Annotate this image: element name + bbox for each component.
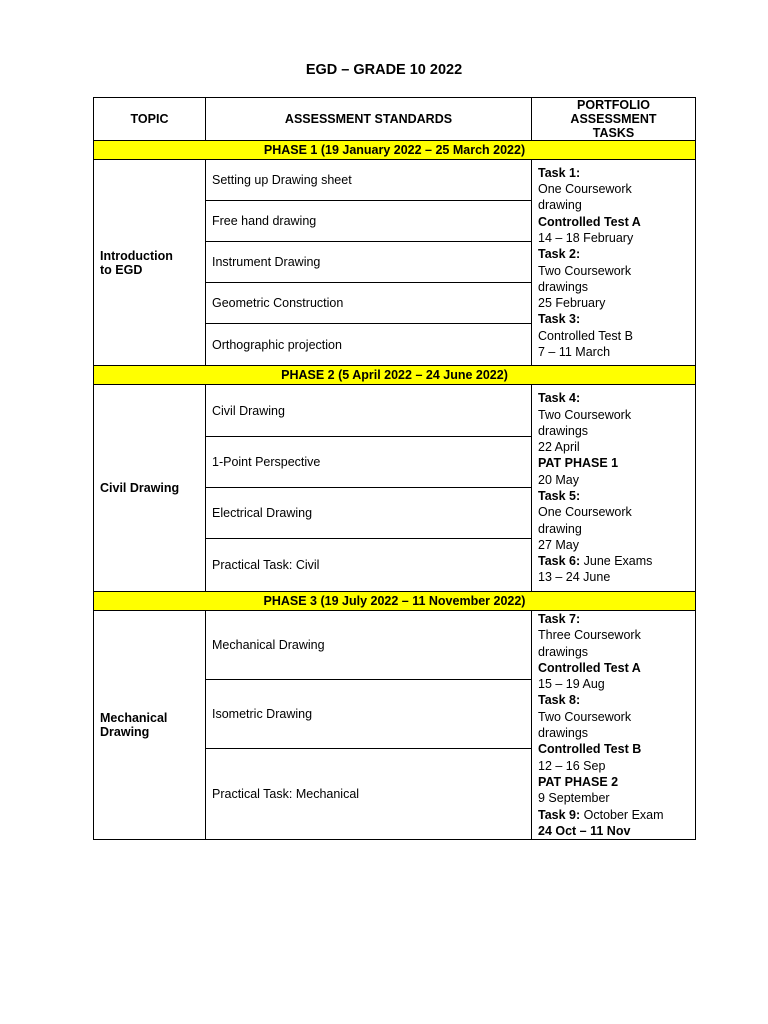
task-line-text: drawings [538, 279, 589, 294]
task-line [538, 165, 689, 181]
task-line-text: Two Coursework [538, 407, 632, 422]
phase-3-topic-line-2: Drawing [100, 725, 150, 740]
task-line [538, 328, 689, 344]
assessment-plan-table [93, 97, 696, 840]
standard-cell: Instrument Drawing [206, 242, 532, 283]
task-line-bold: Controlled Test B [538, 742, 642, 757]
task-line-text: 27 May [538, 537, 579, 552]
standard-cell: Practical Task: Mechanical [206, 749, 532, 840]
task-line-text: Two Coursework [538, 263, 632, 278]
task-line-bold: Task 4: [538, 391, 581, 406]
task-line [538, 407, 689, 423]
standard-cell: Orthographic projection [206, 324, 532, 366]
task-line [538, 423, 689, 439]
task-line [538, 758, 689, 774]
task-line [538, 741, 689, 757]
task-line-text: 9 September [538, 791, 610, 806]
task-line [538, 709, 689, 725]
task-line-text: 7 – 11 March [538, 344, 611, 359]
task-line-text: June Exams [580, 554, 653, 569]
header-topic: TOPIC [94, 98, 206, 141]
task-line [538, 472, 689, 488]
task-line [538, 569, 689, 585]
task-line [538, 774, 689, 790]
task-line [538, 246, 689, 262]
task-line-text: drawing [538, 198, 582, 213]
phase-1-topic [94, 160, 206, 366]
task-line-text: drawings [538, 726, 589, 741]
task-line-text: 12 – 16 Sep [538, 758, 606, 773]
task-line [538, 823, 689, 839]
task-line-bold: Task 6: [538, 554, 581, 569]
task-line-text: Two Coursework [538, 709, 632, 724]
phase-1-topic-line-1: Introduction [100, 248, 173, 263]
table-row [94, 611, 696, 680]
task-line [538, 390, 689, 406]
task-line [538, 230, 689, 246]
task-line-text: One Coursework [538, 505, 632, 520]
phase-1-row [94, 141, 696, 160]
standard-cell: Setting up Drawing sheet [206, 160, 532, 201]
task-line [538, 455, 689, 471]
task-line [538, 295, 689, 311]
task-line-text: 13 – 24 June [538, 570, 611, 585]
task-line-bold: Task 3: [538, 312, 581, 327]
standard-cell: Isometric Drawing [206, 680, 532, 749]
phase-2-topic-line-1: Civil Drawing [100, 481, 180, 495]
standard-cell: Free hand drawing [206, 201, 532, 242]
task-line-text: 22 April [538, 440, 580, 455]
standard-cell: Mechanical Drawing [206, 611, 532, 680]
task-line [538, 488, 689, 504]
phase-2-label: PHASE 2 (5 April 2022 – 24 June 2022) [94, 366, 696, 385]
task-line [538, 790, 689, 806]
task-line-bold: PAT PHASE 1 [538, 456, 619, 471]
task-line-bold: Task 5: [538, 489, 581, 503]
task-line [538, 504, 689, 520]
task-line-text: One Coursework [538, 182, 632, 197]
standard-cell: Civil Drawing [206, 385, 532, 437]
table-row [94, 160, 696, 201]
task-line-text: Three Coursework [538, 628, 641, 643]
page-title: EGD – GRADE 10 2022 [305, 62, 463, 78]
phase-2-topic [94, 385, 206, 592]
header-tasks-line-2: TASKS [592, 126, 635, 140]
task-line-bold: Task 1: [538, 165, 581, 180]
task-line [538, 644, 689, 660]
task-line [538, 344, 689, 360]
standard-cell: 1-Point Perspective [206, 437, 532, 488]
task-line [538, 660, 689, 676]
task-line [538, 521, 689, 537]
phase-1-topic-line-2: to EGD [100, 262, 143, 277]
task-line-bold: Controlled Test A [538, 660, 641, 675]
task-line-text: 20 May [538, 472, 579, 487]
task-line-text: drawings [538, 423, 589, 438]
header-row [94, 98, 696, 141]
task-line-text: 14 – 18 February [538, 230, 634, 245]
phase-1-tasks [532, 160, 696, 366]
standard-cell: Electrical Drawing [206, 488, 532, 539]
standard-cell: Practical Task: Civil [206, 539, 532, 592]
task-line [538, 537, 689, 553]
phase-3-row [94, 592, 696, 611]
header-tasks [532, 98, 696, 141]
phase-3-tasks [532, 611, 696, 840]
phase-1-label: PHASE 1 (19 January 2022 – 25 March 2022) [94, 141, 696, 160]
task-line [538, 807, 689, 823]
standard-cell: Geometric Construction [206, 283, 532, 324]
task-line [538, 439, 689, 455]
task-line-text: 25 February [538, 296, 606, 311]
task-line [538, 263, 689, 279]
task-line-bold: Task 8: [538, 693, 581, 708]
task-line [538, 553, 689, 569]
phase-3-label: PHASE 3 (19 July 2022 – 11 November 2022) [94, 592, 696, 611]
task-line [538, 692, 689, 708]
task-line [538, 611, 689, 627]
task-line [538, 214, 689, 230]
task-line-bold: 24 Oct – 11 Nov [538, 823, 631, 838]
task-line-bold: Task 7: [538, 612, 581, 626]
task-line [538, 676, 689, 692]
task-line [538, 279, 689, 295]
task-line-text: 15 – 19 Aug [538, 677, 605, 692]
header-standards: ASSESSMENT STANDARDS [206, 98, 532, 141]
phase-3-topic [94, 611, 206, 840]
phase-2-row [94, 366, 696, 385]
task-line-bold: Task 2: [538, 247, 581, 262]
task-line-text: drawings [538, 644, 589, 659]
task-line [538, 627, 689, 643]
task-line-bold: Controlled Test A [538, 214, 641, 229]
task-line-text: Controlled Test B [538, 328, 633, 343]
phase-3-topic-line-1: Mechanical [100, 711, 168, 726]
task-line [538, 311, 689, 327]
task-line-bold: Task 9: [538, 807, 581, 822]
task-line-text: October Exam [580, 807, 664, 822]
task-line [538, 181, 689, 197]
task-line-text: drawing [538, 521, 582, 536]
header-tasks-line-1: PORTFOLIO ASSESSMENT [570, 98, 657, 126]
table-row [94, 385, 696, 437]
task-line [538, 197, 689, 213]
task-line [538, 725, 689, 741]
phase-2-tasks [532, 385, 696, 592]
task-line-bold: PAT PHASE 2 [538, 774, 619, 789]
